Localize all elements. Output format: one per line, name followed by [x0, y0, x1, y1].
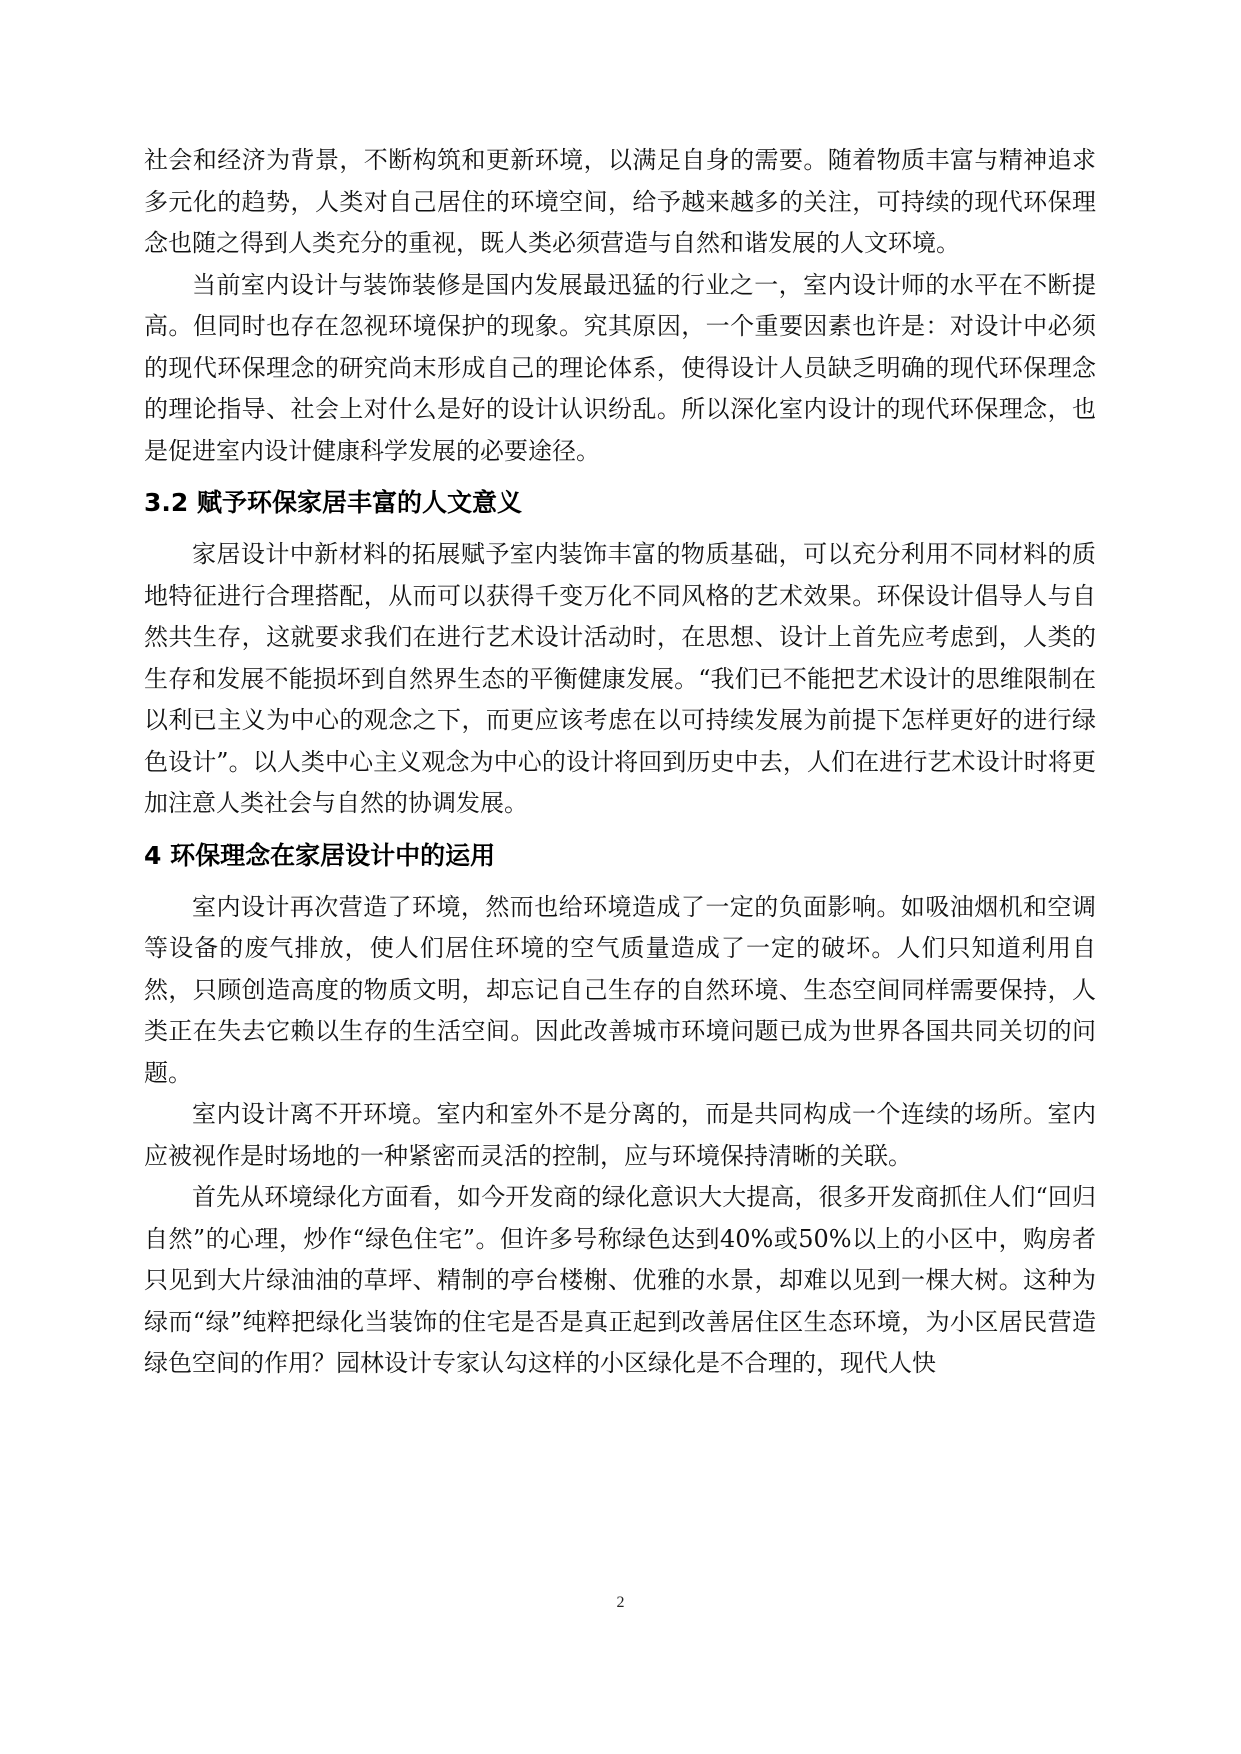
section-4-paragraph: 室内设计离不开环境。室内和室外不是分离的，而是共同构成一个连续的场所。室内应被视作是时场地的一种紧密而灵活的控制，应与环境保持清晰的关联。 [144, 1100, 1096, 1170]
intro-paragraph: 当前室内设计与装饰装修是国内发展最迅猛的行业之一，室内设计师的水平在不断提高。但同时也存在忽视环境保护的现象。究其原因，一个重要因素也许是：对设计中必须的现代环保理念的研究尚末形成自己的理论体系，使得设计人员缺乏明确的现代环保理念的理论指导、社会上对什么是好的设计认识纷乱。所以深化室内设计的现代环保理念，也是促进室内设计健康科学发展的必要途径。 [144, 270, 1096, 465]
section-3-2-paragraph: 家居设计中新材料的拓展赋予室内装饰丰富的物质基础，可以充分利用不同材料的质地特征进行合理搭配，从而可以获得千变万化不同风格的艺术效果。环保设计倡导人与自然共生存，这就要求我们在进行艺术设计活动时，在思想、设计上首先应考虑到，人类的生存和发展不能损坏到自然界生态的平衡健康发展。“我们已不能把艺术设计的思维限制在以利已主义为中心的观念之下，而更应该考虑在以可持续发展为前提下怎样更好的进行绿色设计”。以人类中心主义观念为中心的设计将回到历史中去，人们在进行艺术设计时将更加注意人类社会与自然的协调发展。 [144, 540, 1096, 817]
page-number: 2 [616, 1594, 625, 1611]
section-4-paragraph: 首先从环境绿化方面看，如今开发商的绿化意识大大提高，很多开发商抓住人们“回归自然”的心理，炒作“绿色住宅”。但许多号称绿色达到40%或50%以上的小区中，购房者只见到大片绿油油的草坪、精制的亭台楼榭、优雅的水景，却难以见到一棵大树。这种为绿而“绿”纯粹把绿化当装饰的住宅是否是真正起到改善居住区生态环境，为小区居民营造绿色空间的作用？园林设计专家认勾这样的小区绿化是不合理的，现代人快 [144, 1183, 1096, 1377]
section-4-paragraph: 室内设计再次营造了环境，然而也给环境造成了一定的负面影响。如吸油烟机和空调等设备的废气排放，使人们居住环境的空气质量造成了一定的破坏。人们只知道利用自然，只顾创造高度的物质文明，却忘记自己生存的自然环境、生态空间同样需要保持，人类正在失去它赖以生存的生活空间。因此改善城市环境问题已成为世界各国共同关切的问题。 [144, 892, 1096, 1087]
intro-paragraph-continuation: 社会和经济为背景，不断构筑和更新环境，以满足自身的需要。随着物质丰富与精神追求多元化的趋势，人类对自己居住的环境空间，给予越来越多的关注，可持续的现代环保理念也随之得到人类充分的重视，既人类必须营造与自然和谐发展的人文环境。 [144, 146, 1096, 257]
section-3-2-heading: 3.2 赋予环保家居丰富的人文意义 [144, 488, 522, 517]
section-4-heading: 4 环保理念在家居设计中的运用 [144, 840, 496, 870]
document-body [144, 140, 1096, 1385]
